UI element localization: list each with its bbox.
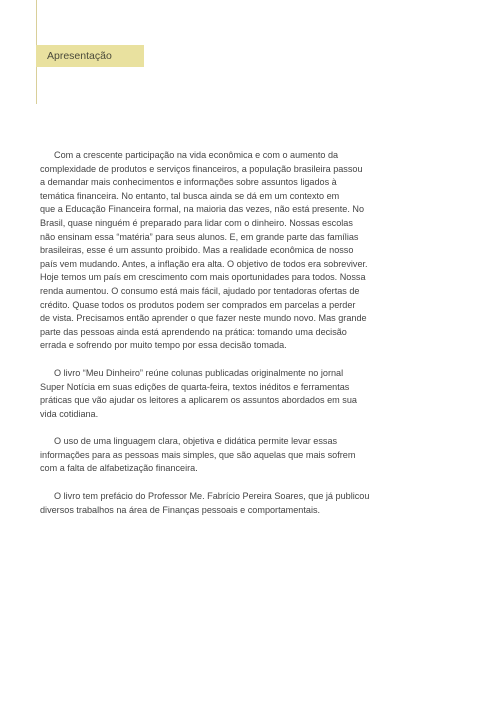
text-line: Hoje temos um país em crescimento com mais oportunidades para todos. Nossa: [40, 272, 366, 283]
text-line: diversos trabalhos na área de Finanças pessoais e comportamentais.: [40, 504, 321, 515]
paragraph-1: [40, 149, 382, 353]
text-line: crédito. Quase todos os produtos podem ser comprados em parcelas a perder: [40, 299, 356, 310]
text-line: vida cotidiana.: [40, 408, 99, 419]
text-line: Super Notícia em suas edições de quarta-feira, textos inéditos e ferramentas: [40, 381, 350, 392]
text-line: O livro “Meu Dinheiro” reúne colunas publicadas originalmente no jornal: [54, 367, 344, 378]
text-line: país vem mudando. Antes, a inflação era alta. O objetivo de todos era sobreviver.: [40, 258, 368, 269]
text-line: renda aumentou. O consumo está mais fácil, ajudado por tentadoras ofertas de: [40, 285, 360, 296]
text-line: parte das pessoas ainda está aprendendo na prática: tomando uma decisão: [40, 326, 347, 337]
text-line: O livro tem prefácio do Professor Me. Fabrício Pereira Soares, que já publicou: [54, 491, 370, 502]
text-line: complexidade de produtos e serviços financeiros, a população brasileira passou: [40, 163, 363, 174]
text-line: que a Educação Financeira formal, na maioria das vezes, não está presente. No: [40, 204, 365, 215]
text-line: temática financeira. No entanto, tal busca ainda se dá em um contexto em: [40, 190, 340, 201]
text-line: informações para as pessoas mais simples, que são aquelas que mais sofrem: [40, 449, 356, 460]
text-line: a demandar mais conhecimentos e informações sobre assuntos ligados à: [40, 177, 337, 188]
text-line: O uso de uma linguagem clara, objetiva e didática permite levar essas: [54, 436, 338, 447]
text-line: com a falta de alfabetização financeira.: [40, 463, 198, 474]
paragraph-2: [40, 367, 382, 421]
text-line: práticas que vão ajudar os leitores a aplicarem os assuntos abordados em sua: [40, 395, 357, 406]
text-line: não ensinam essa “matéria” para seus alunos. E, em grande parte das famílias: [40, 231, 359, 242]
text-line: de vista. Precisamos então aprender o que fazer neste mundo novo. Mas grande: [40, 313, 367, 324]
body-text: [40, 149, 382, 531]
section-title: Apresentação: [47, 50, 112, 62]
paragraph-3: [40, 435, 382, 476]
text-line: Com a crescente participação na vida econômica e com o aumento da: [54, 150, 339, 160]
text-line: errada e sofrendo por muito tempo por essa decisão tomada.: [40, 340, 287, 351]
text-line: Brasil, quase ninguém é preparado para lidar com o dinheiro. Nossas escolas: [40, 217, 353, 228]
text-line: brasileiras, esse é um assunto proibido. Mas a realidade econômica de nosso: [40, 245, 354, 256]
paragraph-4: [40, 490, 382, 517]
section-header: [36, 45, 144, 67]
